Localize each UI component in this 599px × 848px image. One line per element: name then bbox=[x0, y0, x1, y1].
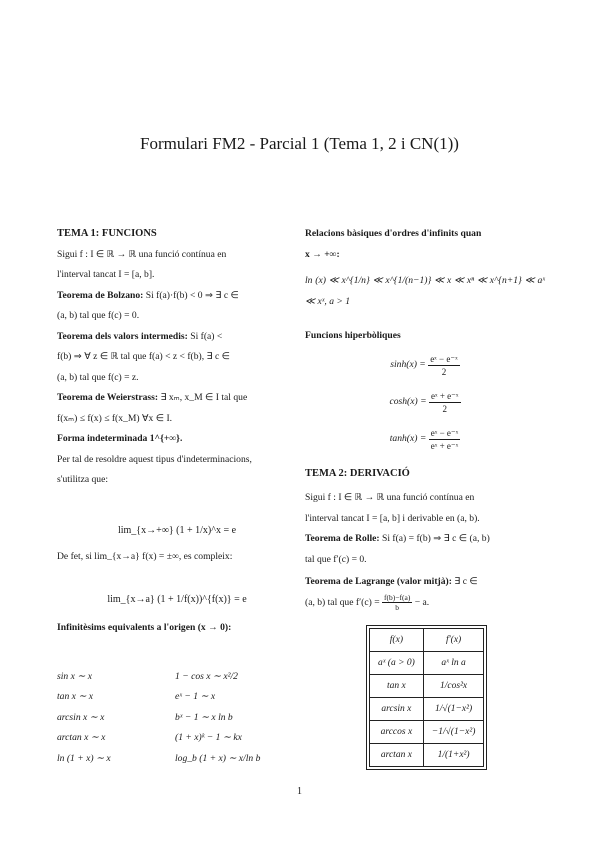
infinitesims-heading: Infinitèsims equivalents a l'origen (x → 0): bbox=[57, 622, 232, 633]
list-item bbox=[57, 687, 297, 708]
rolle-theorem bbox=[305, 529, 545, 550]
equivalent-left: ln (1 + x) ∼ x bbox=[57, 752, 111, 764]
table-cell-f: arctan x bbox=[370, 744, 424, 767]
table-row bbox=[370, 675, 484, 698]
relacions-formula: ln (x) ≪ x^{1/n} ≪ x^{1/(n−1)} ≪ x ≪ xⁿ ≪ x^{n+1} ≪ aˣ ≪ xˣ, a > 1 bbox=[305, 275, 545, 307]
limit-formula-2: lim_{x→a} (1 + 1/f(x))^{f(x)} = e bbox=[107, 593, 247, 605]
valors-label: Teorema dels valors intermedis: bbox=[57, 330, 188, 342]
sinh-lhs: sinh(x) = bbox=[390, 358, 426, 370]
relacions-heading-cont: x → +∞: bbox=[305, 248, 340, 260]
lagrange-denominator: b bbox=[395, 602, 400, 612]
lagrange-theorem bbox=[305, 572, 545, 593]
table-cell-df: 1/(1+x²) bbox=[423, 744, 484, 767]
left-column bbox=[57, 224, 297, 639]
table-header-row bbox=[370, 629, 484, 652]
equivalent-right: eˣ − 1 ∼ x bbox=[175, 691, 216, 703]
t2-intro: Sigui f : I ∈ ℝ → ℝ una funció contínua en bbox=[305, 492, 475, 503]
equivalent-left: sin x ∼ x bbox=[57, 670, 92, 682]
cosh-lhs: cosh(x) = bbox=[389, 395, 427, 407]
valors-text: Si f(a) < bbox=[187, 330, 223, 342]
forma-indeterminada-label: Forma indeterminada 1^{+∞}. bbox=[57, 433, 183, 444]
table-cell-f: arcsin x bbox=[370, 698, 424, 721]
bolzano-text: Si f(a)·f(b) < 0 ⇒ ∃ c ∈ bbox=[143, 289, 239, 301]
intro-line: l'interval tancat I = [a, b]. bbox=[57, 269, 155, 280]
list-item bbox=[57, 728, 297, 749]
bolzano-text-cont: (a, b) tal que f(c) = 0. bbox=[57, 310, 140, 321]
weierstrass-text-cont: f(xₘ) ≤ f(x) ≤ f(x_M) ∀x ∈ I. bbox=[57, 412, 173, 424]
equivalent-right: bˣ − 1 ∼ x ln b bbox=[175, 711, 233, 723]
weierstrass-theorem bbox=[57, 388, 297, 409]
table-cell-df: aˣ ln a bbox=[423, 652, 484, 675]
tanh-lhs: tanh(x) = bbox=[389, 432, 427, 444]
intro-line: Sigui f : I ∈ ℝ → ℝ una funció contínua en bbox=[57, 248, 227, 260]
page-title: Formulari FM2 - Parcial 1 (Tema 1, 2 i CN(1)) bbox=[140, 134, 459, 153]
tanh-formula bbox=[305, 421, 545, 458]
table-row bbox=[370, 698, 484, 721]
table-cell-f: tan x bbox=[370, 675, 424, 698]
sinh-formula bbox=[305, 347, 545, 384]
rolle-text-cont: tal que f′(c) = 0. bbox=[305, 553, 367, 565]
table-cell-f: aˣ (a > 0) bbox=[370, 652, 424, 675]
list-item bbox=[57, 707, 297, 728]
page-number: 1 bbox=[297, 786, 302, 797]
rolle-label: Teorema de Rolle: bbox=[305, 533, 380, 544]
equivalent-right: 1 − cos x ∼ x²/2 bbox=[175, 670, 238, 682]
cosh-numerator: eˣ + e⁻ˣ bbox=[430, 390, 459, 401]
weierstrass-text: ∃ xₘ, x_M ∈ I tal que bbox=[158, 392, 248, 403]
sinh-numerator: eˣ − e⁻ˣ bbox=[430, 353, 458, 364]
table-header-f: f(x) bbox=[370, 629, 424, 652]
sinh-fraction bbox=[428, 353, 460, 378]
table-row bbox=[370, 721, 484, 744]
right-column bbox=[305, 224, 545, 613]
table-cell-f: arccos x bbox=[370, 721, 424, 744]
bolzano-theorem bbox=[57, 286, 297, 307]
limit-formula-1: lim_{x→+∞} (1 + 1/x)^x = e bbox=[117, 524, 237, 536]
table-cell-df: 1/cos²x bbox=[423, 675, 484, 698]
lagrange-text-a: (a, b) tal que f′(c) = bbox=[305, 596, 383, 608]
forma-text: s'utilitza que: bbox=[57, 474, 109, 485]
rolle-text: Si f(a) = f(b) ⇒ ∃ c ∈ (a, b) bbox=[379, 533, 490, 544]
table-row bbox=[370, 652, 484, 675]
derivatives-table bbox=[369, 628, 484, 767]
tema2-heading: TEMA 2: DERIVACIÓ bbox=[305, 467, 410, 479]
defet-text: De fet, si lim_{x→a} f(x) = ±∞, es compleix: bbox=[57, 551, 233, 562]
valors-theorem bbox=[57, 327, 297, 348]
tanh-numerator: eˣ − e⁻ˣ bbox=[430, 427, 459, 438]
tema1-heading: TEMA 1: FUNCIONS bbox=[57, 228, 157, 239]
weierstrass-label: Teorema de Weierstrass: bbox=[57, 392, 159, 403]
cosh-denominator: 2 bbox=[442, 403, 447, 414]
lagrange-fraction bbox=[382, 593, 412, 612]
table-header-df: f′(x) bbox=[423, 629, 484, 652]
lagrange-text-b: − a. bbox=[412, 596, 430, 608]
t2-intro: l'interval tancat I = [a, b] i derivable en (a, b). bbox=[305, 512, 480, 524]
cosh-formula bbox=[305, 384, 545, 421]
table-cell-df: −1/√(1−x²) bbox=[423, 721, 484, 744]
valors-text-cont: f(b) ⇒ ∀ z ∈ ℝ tal que f(a) < z < f(b), ∃ c ∈ bbox=[57, 351, 230, 362]
tanh-fraction bbox=[429, 427, 461, 452]
relacions-heading: Relacions bàsiques d'ordres d'infinits quan bbox=[305, 228, 482, 239]
list-item bbox=[57, 748, 297, 769]
list-item bbox=[57, 666, 297, 687]
cosh-fraction bbox=[429, 390, 461, 415]
equivalent-left: arcsin x ∼ x bbox=[57, 711, 105, 723]
sinh-denominator: 2 bbox=[441, 366, 447, 377]
equivalents-list bbox=[57, 666, 297, 769]
forma-text: Per tal de resoldre aquest tipus d'indeterminacions, bbox=[57, 453, 252, 465]
valors-text-cont: (a, b) tal que f(c) = z. bbox=[57, 371, 139, 383]
bolzano-label: Teorema de Bolzano: bbox=[57, 289, 144, 301]
lagrange-numerator: f(b)−f(a) bbox=[384, 592, 411, 602]
lagrange-text-cont bbox=[305, 593, 545, 614]
equivalent-left: tan x ∼ x bbox=[57, 691, 94, 703]
equivalent-left: arctan x ∼ x bbox=[57, 732, 106, 744]
lagrange-text: ∃ c ∈ bbox=[451, 576, 478, 587]
tanh-denominator: eˣ + e⁻ˣ bbox=[430, 440, 459, 451]
lagrange-label: Teorema de Lagrange (valor mitjà): bbox=[305, 576, 452, 587]
hiperboliques-heading: Funcions hiperbòliques bbox=[305, 330, 401, 341]
table-cell-df: 1/√(1−x²) bbox=[423, 698, 484, 721]
equivalent-right: (1 + x)ᵏ − 1 ∼ kx bbox=[175, 732, 242, 744]
equivalent-right: log_b (1 + x) ∼ x/ln b bbox=[175, 752, 261, 764]
table-row bbox=[370, 744, 484, 767]
